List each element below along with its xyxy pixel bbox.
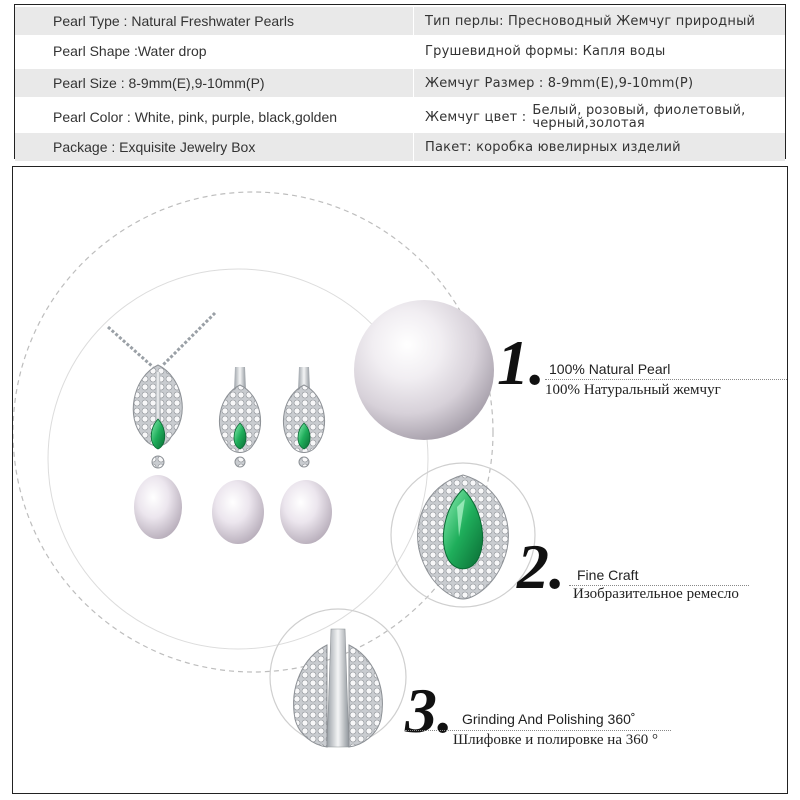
spec-row-pearl-color bbox=[15, 101, 785, 133]
polish-closeup-icon bbox=[294, 629, 383, 747]
feature-3-title-en: Grinding And Polishing 360˚ bbox=[462, 711, 636, 727]
chain bbox=[108, 313, 215, 367]
earring-left-icon bbox=[212, 367, 264, 544]
earring-right-icon bbox=[280, 367, 332, 544]
pearl-closeup-icon bbox=[354, 300, 494, 440]
spec-row-pearl-type bbox=[15, 7, 785, 35]
feature-3-title-ru: Шлифовке и полировке на 360 ° bbox=[453, 732, 658, 748]
showcase-graphics bbox=[13, 167, 788, 794]
feature-3-underline bbox=[405, 730, 671, 731]
feature-1-title-ru: 100% Натуральный жемчуг bbox=[545, 382, 721, 398]
spec-en-pearl-color: Pearl Color : White, pink, purple, black,golden bbox=[53, 109, 338, 125]
spec-ru-pearl-size: Жемчуг Размер : 8-9mm(E),9-10mm(P) bbox=[425, 75, 694, 91]
feature-1-number: 1. bbox=[497, 327, 545, 398]
spec-ru-pearl-color-line1: Белый, розовый, фиолетовый, bbox=[532, 103, 746, 118]
spec-row-package bbox=[15, 133, 785, 161]
spec-ru-pearl-type: Тип перлы: Пресноводный Жемчуг природный bbox=[425, 13, 756, 29]
feature-1-underline bbox=[545, 379, 788, 380]
spec-en-pearl-size: Pearl Size : 8-9mm(E),9-10mm(P) bbox=[53, 75, 265, 91]
feature-2-number: 2. bbox=[517, 531, 565, 602]
spec-ru-pearl-color-line2: черный,золотая bbox=[532, 116, 645, 131]
spec-row-pearl-shape bbox=[15, 37, 785, 65]
spec-table bbox=[14, 4, 786, 159]
pendant-necklace-icon bbox=[133, 365, 182, 539]
feature-3-number: 3. bbox=[405, 675, 453, 746]
spec-ru-pearl-color bbox=[425, 101, 783, 133]
spec-ru-pearl-color-label: Жемчуг цвет : bbox=[425, 109, 527, 125]
feature-2-title-ru: Изобразительное ремесло bbox=[573, 586, 739, 602]
spec-row-pearl-size bbox=[15, 69, 785, 97]
spec-ru-pearl-shape: Грушевидной формы: Капля воды bbox=[425, 43, 666, 59]
craft-closeup-icon bbox=[418, 475, 509, 599]
spec-en-package: Package : Exquisite Jewelry Box bbox=[53, 139, 256, 155]
spec-ru-package: Пакет: коробка ювелирных изделий bbox=[425, 139, 681, 155]
feature-1-title-en: 100% Natural Pearl bbox=[549, 361, 671, 377]
spec-en-pearl-shape: Pearl Shape :Water drop bbox=[53, 43, 207, 59]
product-showcase bbox=[12, 166, 788, 794]
feature-2-title-en: Fine Craft bbox=[577, 567, 639, 583]
spec-en-pearl-type: Pearl Type : Natural Freshwater Pearls bbox=[53, 13, 294, 29]
